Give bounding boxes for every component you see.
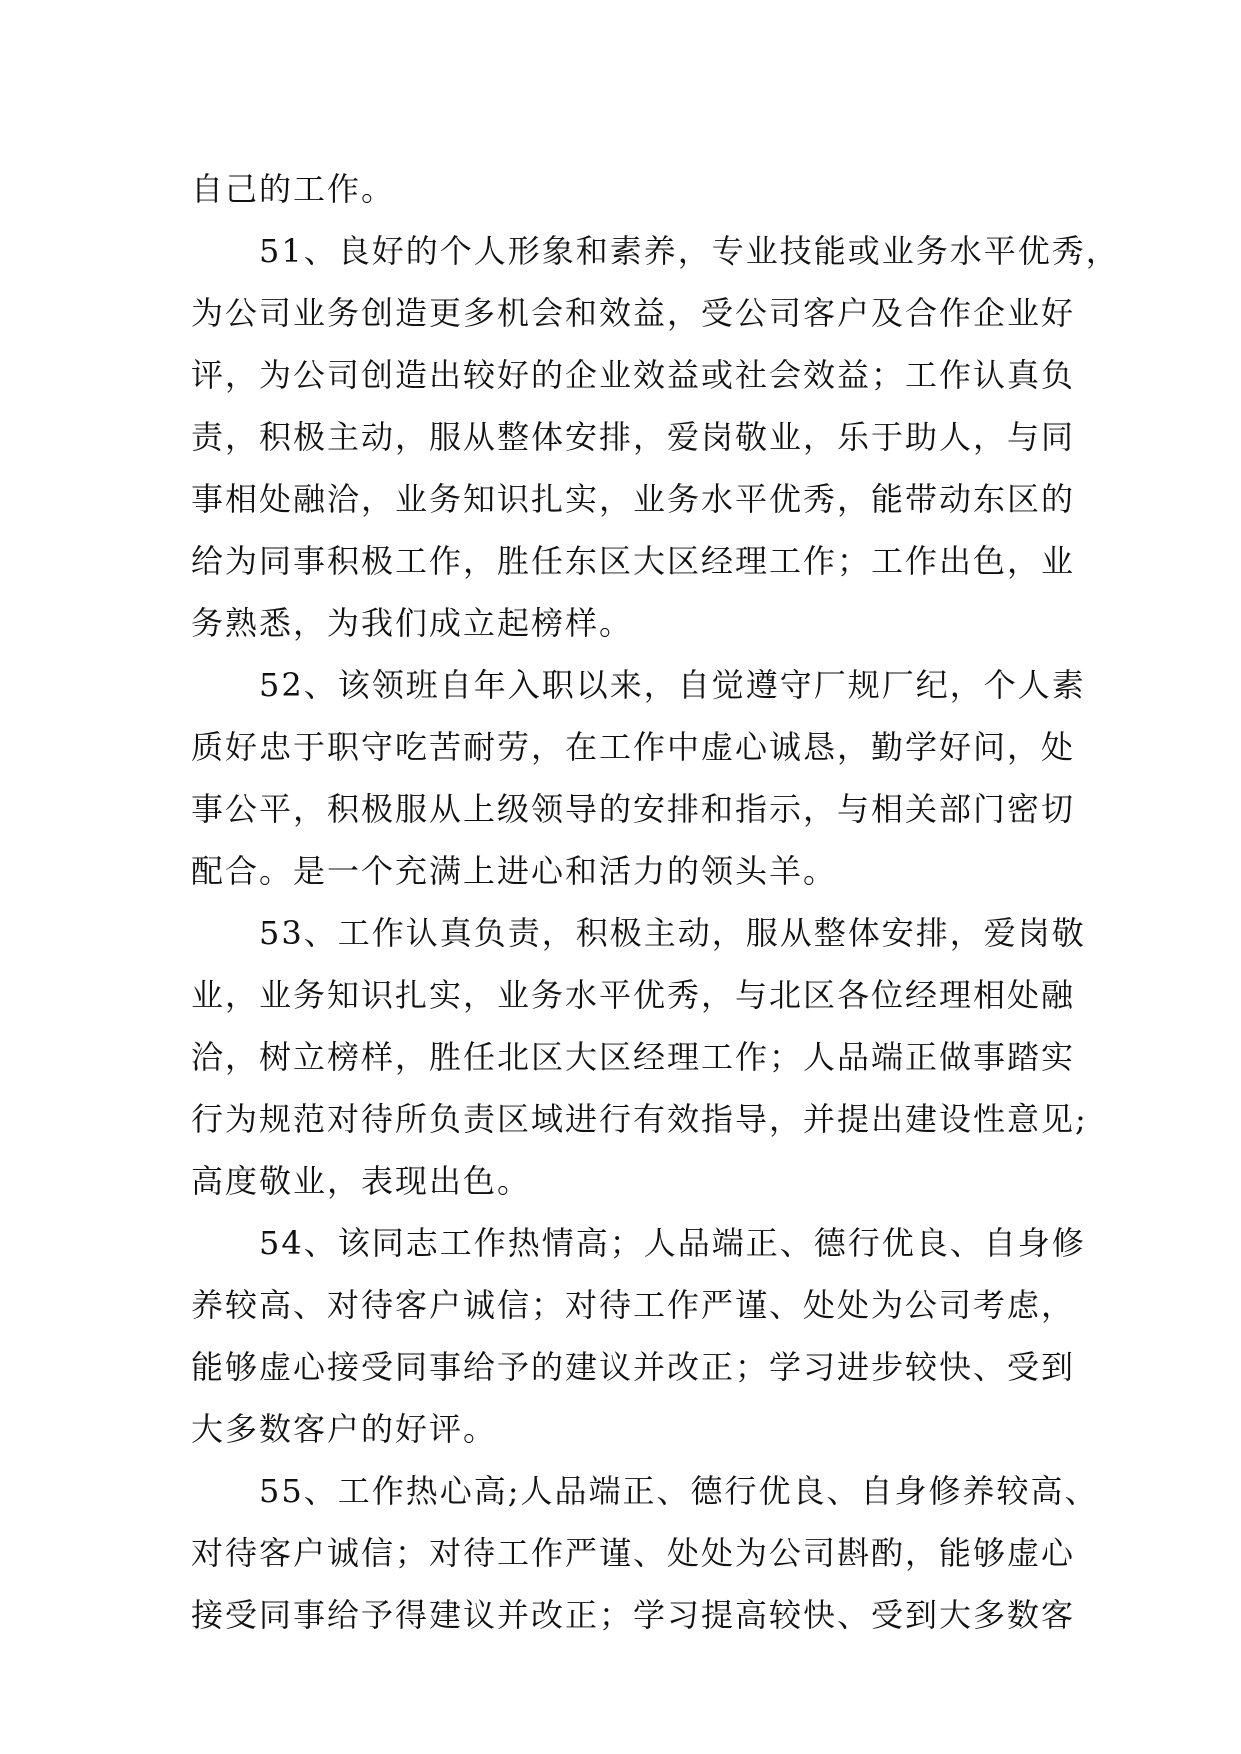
text-line: 给为同事积极工作，胜任东区大区经理工作；工作出色，业 — [191, 542, 1076, 580]
text-line: 大多数客户的好评。 — [191, 1410, 498, 1448]
text-line: 52、该领班自年入职以来，自觉遵守厂规厂纪，个人素 — [191, 666, 1086, 704]
text-line: 行为规范对待所负责区域进行有效指导，并提出建设性意见; — [191, 1100, 1088, 1138]
text-line: 自己的工作。 — [191, 170, 396, 208]
paragraph — [191, 1212, 1086, 1460]
text-line: 事公平，积极服从上级领导的安排和指示，与相关部门密切 — [191, 790, 1076, 828]
text-line: 质好忠于职守吃苦耐劳，在工作中虚心诚恳，勤学好问，处 — [191, 728, 1076, 766]
text-line: 对待客户诚信；对待工作严谨、处处为公司斟酌，能够虚心 — [191, 1534, 1076, 1572]
paragraph — [191, 158, 1051, 220]
paragraph — [191, 902, 1088, 1212]
text-line: 事相处融洽，业务知识扎实，业务水平优秀，能带动东区的 — [191, 480, 1076, 518]
text-line: 业，业务知识扎实，业务水平优秀，与北区各位经理相处融 — [191, 976, 1076, 1014]
paragraph — [191, 654, 1086, 902]
text-line: 接受同事给予得建议并改正；学习提高较快、受到大多数客 — [191, 1596, 1076, 1634]
text-line: 55、工作热心高;人品端正、德行优良、自身修养较高、 — [191, 1472, 1099, 1510]
text-line: 配合。是一个充满上进心和活力的领头羊。 — [191, 852, 838, 890]
text-line: 高度敬业，表现出色。 — [191, 1162, 532, 1200]
text-line: 养较高、对待客户诚信；对待工作严谨、处处为公司考虑， — [191, 1286, 1076, 1324]
paragraph — [191, 220, 1120, 654]
text-line: 51、良好的个人形象和素养，专业技能或业务水平优秀， — [191, 232, 1120, 270]
text-line: 责，积极主动，服从整体安排，爱岗敬业，乐于助人，与同 — [191, 418, 1076, 456]
text-line: 为公司业务创造更多机会和效益，受公司客户及合作企业好 — [191, 294, 1076, 332]
text-line: 洽，树立榜样，胜任北区大区经理工作；人品端正做事踏实 — [191, 1038, 1076, 1076]
text-line: 务熟悉，为我们成立起榜样。 — [191, 604, 634, 642]
text-line: 53、工作认真负责，积极主动，服从整体安排，爱岗敬 — [191, 914, 1086, 952]
paragraph — [191, 1460, 1099, 1646]
text-line: 能够虚心接受同事给予的建议并改正；学习进步较快、受到 — [191, 1348, 1076, 1386]
text-line: 54、该同志工作热情高；人品端正、德行优良、自身修 — [191, 1224, 1086, 1262]
document-body — [191, 158, 1120, 1646]
text-line: 评，为公司创造出较好的企业效益或社会效益；工作认真负 — [191, 356, 1076, 394]
